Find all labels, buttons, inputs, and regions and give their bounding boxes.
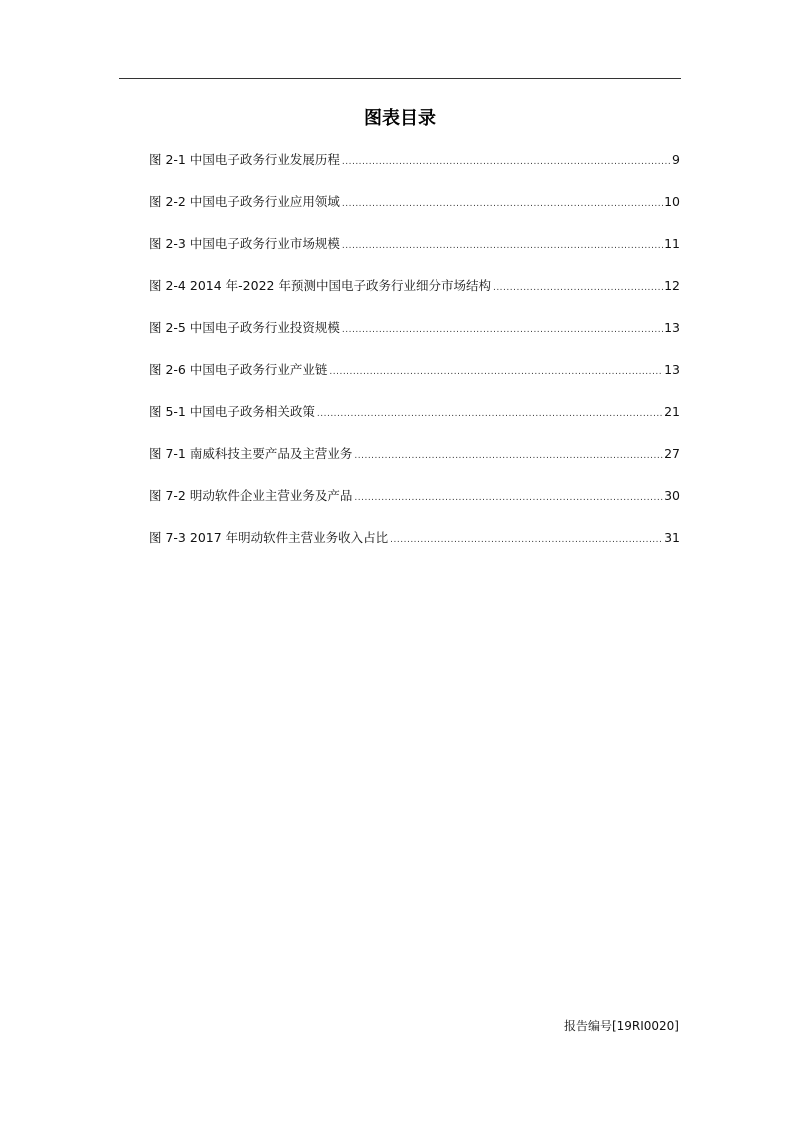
toc-entry-label: 图 2-5 中国电子政务行业投资规模 [149,320,340,335]
toc-entry-label: 图 2-2 中国电子政务行业应用领域 [149,194,340,209]
toc-entry[interactable] [149,316,680,358]
toc-entry-label: 图 7-2 明动软件企业主营业务及产品 [149,488,353,503]
toc-dot-leader [317,402,663,426]
toc-entry-label: 图 7-3 2017 年明动软件主营业务收入占比 [149,530,389,545]
toc-entry-page: 9 [672,152,680,167]
toc-dot-leader [342,318,663,342]
toc-entry[interactable] [149,526,680,568]
toc-entry-label: 图 5-1 中国电子政务相关政策 [149,404,315,419]
toc-list [149,148,680,568]
toc-entry-page: 11 [664,236,680,251]
toc-entry[interactable] [149,400,680,442]
toc-entry[interactable] [149,232,680,274]
toc-entry-page: 27 [664,446,680,461]
toc-dot-leader [329,360,663,384]
toc-entry-page: 10 [664,194,680,209]
toc-entry[interactable] [149,190,680,232]
toc-dot-leader [342,150,671,174]
toc-entry[interactable] [149,274,680,316]
toc-dot-leader [342,234,663,258]
toc-entry-page: 12 [664,278,680,293]
toc-entry[interactable] [149,148,680,190]
toc-entry[interactable] [149,358,680,400]
toc-entry[interactable] [149,484,680,526]
toc-dot-leader [342,192,663,216]
toc-entry-label: 图 2-3 中国电子政务行业市场规模 [149,236,340,251]
toc-entry[interactable] [149,442,680,484]
toc-dot-leader [354,486,663,510]
toc-dot-leader [390,528,663,552]
toc-entry-page: 31 [664,530,680,545]
toc-entry-page: 13 [664,362,680,377]
toc-entry-label: 图 7-1 南威科技主要产品及主营业务 [149,446,353,461]
toc-entry-label: 图 2-4 2014 年-2022 年预测中国电子政务行业细分市场结构 [149,278,491,293]
header-rule [119,78,681,79]
report-code: 报告编号[19RI0020] [563,1019,679,1033]
toc-entry-page: 21 [664,404,680,419]
toc-entry-label: 图 2-6 中国电子政务行业产业链 [149,362,328,377]
toc-entry-label: 图 2-1 中国电子政务行业发展历程 [149,152,340,167]
toc-entry-page: 13 [664,320,680,335]
toc-title: 图表目录 [364,108,436,129]
toc-dot-leader [493,276,663,300]
toc-entry-page: 30 [664,488,680,503]
toc-dot-leader [354,444,663,468]
